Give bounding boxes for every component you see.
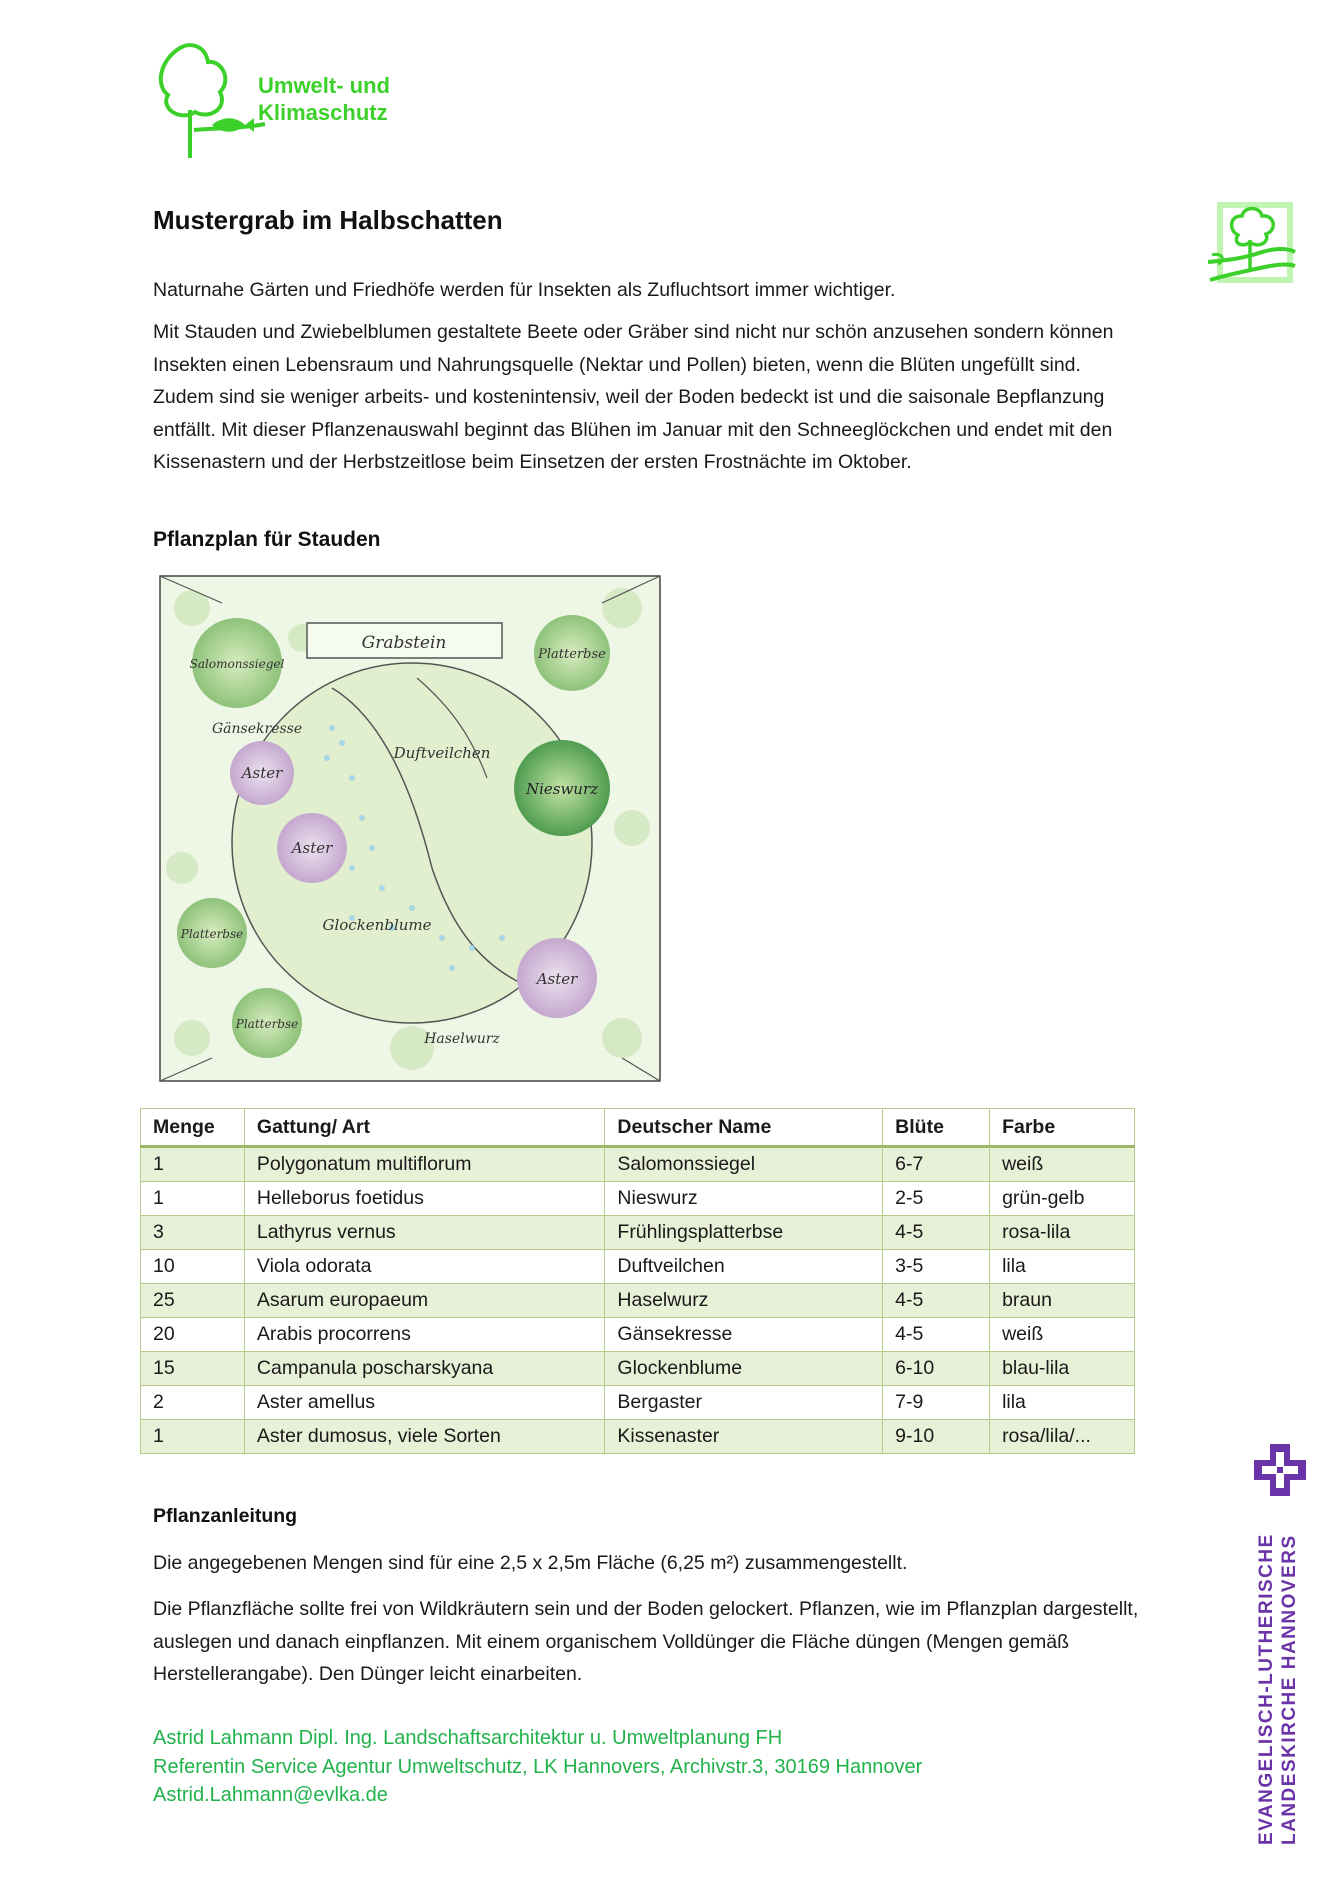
label-gaensekresse: Gänsekresse xyxy=(212,721,303,737)
label-aster-3: Aster xyxy=(536,970,578,988)
church-name xyxy=(1255,1485,1301,1845)
instructions-paragraph-1: Die angegebenen Mengen sind für eine 2,5 x 2,5m Fläche (6,25 m²) zusammengestellt. xyxy=(153,1552,908,1574)
page-title: Mustergrab im Halbschatten xyxy=(153,205,503,235)
table-row xyxy=(141,1147,1135,1182)
label-grabstein: Grabstein xyxy=(361,633,447,653)
cell-farbe: rosa-lila xyxy=(990,1216,1135,1250)
label-salomonssiegel: Salomonssiegel xyxy=(189,657,285,671)
table-row xyxy=(141,1216,1135,1250)
logo-text xyxy=(258,72,390,126)
logo-line2: Klimaschutz xyxy=(258,100,388,125)
cell-name: Frühlingsplatterbse xyxy=(605,1216,883,1250)
label-duftveilchen: Duftveilchen xyxy=(393,744,491,762)
cell-name: Bergaster xyxy=(605,1386,883,1420)
column-header: Deutscher Name xyxy=(605,1109,883,1147)
cell-name: Glockenblume xyxy=(605,1352,883,1386)
cell-bluete: 3-5 xyxy=(883,1250,990,1284)
church-line-2: LANDESKIRCHE HANNOVERS xyxy=(1279,1534,1300,1845)
cell-bluete: 6-7 xyxy=(883,1147,990,1182)
cell-menge: 1 xyxy=(141,1182,245,1216)
tree-icon xyxy=(1200,200,1300,300)
table-row xyxy=(141,1318,1135,1352)
footer-line-2: Referentin Service Agentur Umweltschutz, LK Hannovers, Archivstr.3, 30169 Hannover xyxy=(153,1755,923,1778)
cell-farbe: blau-lila xyxy=(990,1352,1135,1386)
cell-menge: 25 xyxy=(141,1284,245,1318)
label-platterbse-top: Platterbse xyxy=(538,647,606,662)
cell-menge: 1 xyxy=(141,1147,245,1182)
cell-name: Gänsekresse xyxy=(605,1318,883,1352)
plan-heading: Pflanzplan für Stauden xyxy=(153,528,381,551)
column-header: Menge xyxy=(141,1109,245,1147)
label-aster-1: Aster xyxy=(241,764,283,782)
cell-menge: 10 xyxy=(141,1250,245,1284)
plant-table xyxy=(140,1108,1135,1454)
cell-farbe: rosa/lila/... xyxy=(990,1420,1135,1454)
cell-bluete: 6-10 xyxy=(883,1352,990,1386)
cell-bluete: 4-5 xyxy=(883,1284,990,1318)
cell-farbe: grün-gelb xyxy=(990,1182,1135,1216)
planting-plan-drawing xyxy=(152,568,667,1088)
cell-art: Aster dumosus, viele Sorten xyxy=(244,1420,604,1454)
table-row xyxy=(141,1352,1135,1386)
cell-menge: 2 xyxy=(141,1386,245,1420)
cell-art: Viola odorata xyxy=(244,1250,604,1284)
cell-art: Aster amellus xyxy=(244,1386,604,1420)
cell-bluete: 7-9 xyxy=(883,1386,990,1420)
column-header: Gattung/ Art xyxy=(244,1109,604,1147)
table-row xyxy=(141,1250,1135,1284)
author-footer xyxy=(153,1724,922,1810)
intro-paragraph-2: Mit Stauden und Zwiebelblumen gestaltete Beete oder Gräber sind nicht nur schön anzusehen sondern können Insekten einen Lebensraum und Nahrungsquelle (Nektar und Pollen) bieten, wenn die Blüten ungefüllt sind. Zudem sind sie weniger arbeits- und kostenintensiv, weil der Boden bedeckt ist und die saisonale Bepflanzung entfällt. Mit dieser Pflanzenauswahl beginnt das Blühen im Januar mit den Schneeglöckchen und endet mit den Kissenastern und der Herbstzeitlose beim Einsetzen der ersten Frostnächte im Oktober. xyxy=(153,321,1114,473)
cell-farbe: lila xyxy=(990,1250,1135,1284)
table-header-row xyxy=(141,1109,1135,1147)
cell-bluete: 9-10 xyxy=(883,1420,990,1454)
footer-line-3[interactable]: Astrid.Lahmann@evlka.de xyxy=(153,1784,388,1806)
cell-menge: 3 xyxy=(141,1216,245,1250)
label-aster-2: Aster xyxy=(291,839,333,857)
intro-paragraph-1: Naturnahe Gärten und Friedhöfe werden für Insekten als Zufluchtsort immer wichtiger. xyxy=(153,279,896,301)
cell-name: Duftveilchen xyxy=(605,1250,883,1284)
cell-art: Lathyrus vernus xyxy=(244,1216,604,1250)
cell-farbe: lila xyxy=(990,1386,1135,1420)
footer-line-1: Astrid Lahmann Dipl. Ing. Landschaftsarchitektur u. Umweltplanung FH xyxy=(153,1727,783,1749)
cell-art: Arabis procorrens xyxy=(244,1318,604,1352)
table-row xyxy=(141,1182,1135,1216)
column-header: Farbe xyxy=(990,1109,1135,1147)
instructions-heading: Pflanzanleitung xyxy=(153,1505,298,1527)
cell-bluete: 4-5 xyxy=(883,1318,990,1352)
label-platterbse-mid: Platterbse xyxy=(180,927,244,941)
cell-name: Salomonssiegel xyxy=(605,1147,883,1182)
cell-name: Haselwurz xyxy=(605,1284,883,1318)
cell-menge: 15 xyxy=(141,1352,245,1386)
cell-bluete: 4-5 xyxy=(883,1216,990,1250)
cell-bluete: 2-5 xyxy=(883,1182,990,1216)
column-header: Blüte xyxy=(883,1109,990,1147)
church-line-1: EVANGELISCH-LUTHERISCHE xyxy=(1256,1533,1277,1845)
table-row xyxy=(141,1420,1135,1454)
table-row xyxy=(141,1284,1135,1318)
label-platterbse-bottom: Platterbse xyxy=(235,1017,299,1031)
label-nieswurz: Nieswurz xyxy=(525,780,599,798)
label-glockenblume: Glockenblume xyxy=(322,916,432,934)
cell-art: Helleborus foetidus xyxy=(244,1182,604,1216)
label-haselwurz: Haselwurz xyxy=(424,1031,500,1047)
cell-name: Nieswurz xyxy=(605,1182,883,1216)
instructions-paragraph-2: Die Pflanzfläche sollte frei von Wildkräutern sein und der Boden gelockert. Pflanzen, wie im Pflanzplan dargestellt, auslegen und danach einpflanzen. Mit einem organischem Volldünger die Fläche düngen (Mengen gemäß Herstellerangabe). Den Dünger leicht einarbeiten. xyxy=(153,1598,1139,1685)
cell-menge: 20 xyxy=(141,1318,245,1352)
cell-name: Kissenaster xyxy=(605,1420,883,1454)
cell-art: Asarum europaeum xyxy=(244,1284,604,1318)
cell-farbe: braun xyxy=(990,1284,1135,1318)
cell-menge: 1 xyxy=(141,1420,245,1454)
table-row xyxy=(141,1386,1135,1420)
cell-farbe: weiß xyxy=(990,1147,1135,1182)
cell-farbe: weiß xyxy=(990,1318,1135,1352)
logo-line1: Umwelt- und xyxy=(258,73,390,98)
cell-art: Polygonatum multiflorum xyxy=(244,1147,604,1182)
cell-art: Campanula poscharskyana xyxy=(244,1352,604,1386)
